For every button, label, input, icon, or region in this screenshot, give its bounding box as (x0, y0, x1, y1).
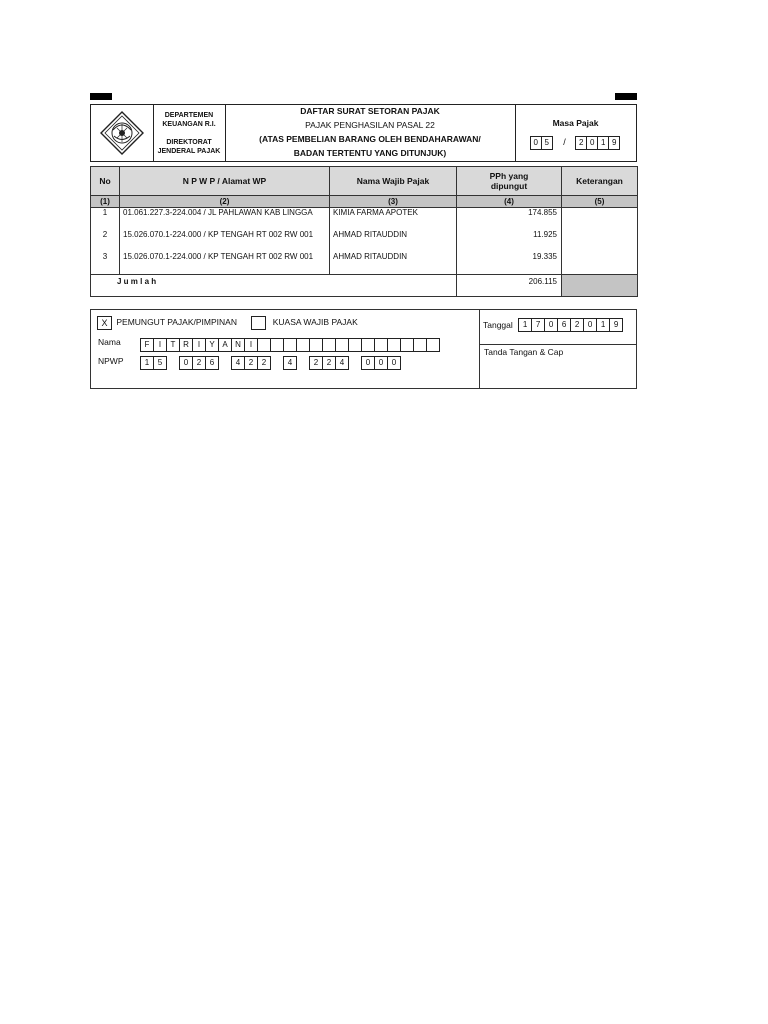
row-keterangan (562, 230, 638, 252)
row-nama: AHMAD RITAUDDIN (330, 230, 457, 252)
npwp-digit-box: 0 (387, 356, 401, 370)
form-title-line-2: PAJAK PENGHASILAN PASAL 22 (305, 120, 435, 130)
total-row (91, 275, 638, 297)
nama-letter-box: I (192, 338, 206, 352)
masa-year-digit: 1 (597, 136, 609, 150)
header-keterangan: Keterangan (562, 167, 638, 196)
nama-letter-box (309, 338, 323, 352)
row-npwp: 15.026.070.1-224.000 / KP TENGAH RT 002 RW 001 (120, 230, 330, 252)
nama-label: Nama (98, 337, 121, 347)
nama-letter-box (426, 338, 440, 352)
row-keterangan (562, 208, 638, 231)
colnum-2: (2) (120, 196, 330, 208)
ministry-emblem-icon (99, 110, 145, 156)
header-nama: Nama Wajib Pajak (330, 167, 457, 196)
signer-panel (91, 310, 480, 388)
row-nama: AHMAD RITAUDDIN (330, 252, 457, 275)
npwp-digit-box: 4 (335, 356, 349, 370)
tanggal-digit-box: 2 (570, 318, 584, 332)
nama-letter-boxes[interactable] (141, 338, 440, 352)
masa-pajak-cell (515, 105, 636, 161)
npwp-digit-box: 2 (192, 356, 206, 370)
tanggal-digit-box: 1 (518, 318, 532, 332)
nama-letter-box (400, 338, 414, 352)
row-npwp: 01.061.227.3-224.004 / JL PAHLAWAN KAB LINGGA (120, 208, 330, 231)
tanggal-digit-box: 6 (557, 318, 571, 332)
nama-letter-box (387, 338, 401, 352)
column-number-row (91, 196, 638, 208)
tanggal-row (483, 318, 623, 332)
nama-letter-box (322, 338, 336, 352)
masa-month-digit: 5 (541, 136, 553, 150)
table-row (91, 208, 638, 231)
dept-line-2: KEUANGAN R.I. (162, 121, 216, 128)
tanggal-digit-box: 1 (596, 318, 610, 332)
form-title-cell (225, 105, 516, 161)
masa-year-digit: 0 (586, 136, 598, 150)
masa-year-boxes (576, 132, 620, 149)
dept-line-3: DIREKTORAT (166, 139, 212, 146)
npwp-digit-box: 4 (231, 356, 245, 370)
nama-letter-box: R (179, 338, 193, 352)
masa-pajak-boxes (515, 132, 636, 150)
colnum-1: (1) (91, 196, 120, 208)
colnum-4: (4) (457, 196, 562, 208)
table-row (91, 230, 638, 252)
nama-letter-box: A (218, 338, 232, 352)
table-row (91, 252, 638, 275)
nama-letter-box (270, 338, 284, 352)
npwp-digit-box: 4 (283, 356, 297, 370)
npwp-label: NPWP (98, 356, 124, 366)
registration-mark-right (615, 93, 637, 100)
row-pph: 11.925 (457, 230, 562, 252)
masa-year-digit: 9 (608, 136, 620, 150)
dept-line-4: JENDERAL PAJAK (157, 148, 221, 155)
row-pph: 174.855 (457, 208, 562, 231)
row-npwp: 15.026.070.1-224.000 / KP TENGAH RT 002 RW 001 (120, 252, 330, 275)
tanggal-label: Tanggal (483, 320, 513, 330)
nama-letter-box: N (231, 338, 245, 352)
npwp-digit-box: 2 (244, 356, 258, 370)
masa-pajak-label: Masa Pajak (552, 118, 599, 128)
npwp-digit-box: 0 (361, 356, 375, 370)
nama-letter-box (296, 338, 310, 352)
form-header (90, 104, 637, 162)
nama-letter-box (361, 338, 375, 352)
nama-letter-box: I (244, 338, 258, 352)
header-pph: PPh yang dipungut (457, 167, 562, 196)
header-no: No (91, 167, 120, 196)
nama-letter-box (348, 338, 362, 352)
tanggal-digit-box: 0 (583, 318, 597, 332)
tanggal-digit-box: 7 (531, 318, 545, 332)
colnum-5: (5) (562, 196, 638, 208)
header-npwp: N P W P / Alamat WP (120, 167, 330, 196)
nama-letter-box: Y (205, 338, 219, 352)
npwp-digit-box: 2 (322, 356, 336, 370)
nama-letter-box: I (153, 338, 167, 352)
npwp-digit-box: 0 (179, 356, 193, 370)
row-pph: 19.335 (457, 252, 562, 275)
dept-line-1: DEPARTEMEN (164, 112, 214, 119)
registration-mark-left (90, 93, 112, 100)
logo-cell (91, 105, 154, 161)
date-divider (479, 344, 636, 345)
npwp-digit-boxes[interactable] (141, 356, 401, 370)
kuasa-label: KUASA WAJIB PAJAK (272, 317, 358, 328)
npwp-digit-box: 6 (205, 356, 219, 370)
department-cell (153, 105, 226, 161)
row-nama: KIMIA FARMA APOTEK (330, 208, 457, 231)
npwp-digit-box: 2 (257, 356, 271, 370)
tanggal-digit-box: 9 (609, 318, 623, 332)
tanggal-digit-boxes[interactable] (519, 319, 623, 329)
signer-role-row (97, 316, 358, 330)
date-signature-panel (479, 310, 636, 388)
pemungut-checkbox[interactable]: X (97, 316, 112, 330)
row-no: 1 (91, 208, 120, 231)
nama-letter-box (335, 338, 349, 352)
kuasa-checkbox[interactable] (251, 316, 266, 330)
masa-month-boxes (531, 132, 553, 149)
total-value: 206.115 (457, 275, 562, 297)
row-no: 2 (91, 230, 120, 252)
row-keterangan (562, 252, 638, 275)
total-label: J u m l a h (91, 275, 457, 297)
colnum-3: (3) (330, 196, 457, 208)
form-title-line-1: DAFTAR SURAT SETORAN PAJAK (300, 106, 440, 116)
row-no: 3 (91, 252, 120, 275)
nama-letter-box: F (140, 338, 154, 352)
nama-letter-box: T (166, 338, 180, 352)
npwp-digit-box: 0 (374, 356, 388, 370)
signature-section (90, 309, 637, 389)
npwp-digit-box: 5 (153, 356, 167, 370)
nama-letter-box (413, 338, 427, 352)
pemungut-label: PEMUNGUT PAJAK/PIMPINAN (116, 317, 237, 328)
npwp-digit-box: 1 (140, 356, 154, 370)
npwp-digit-box: 2 (309, 356, 323, 370)
tanggal-digit-box: 0 (544, 318, 558, 332)
nama-letter-box (374, 338, 388, 352)
total-keterangan-shaded (562, 275, 638, 297)
nama-letter-box (257, 338, 271, 352)
nama-letter-box (283, 338, 297, 352)
masa-month-digit: 0 (530, 136, 542, 150)
masa-year-digit: 2 (575, 136, 587, 150)
table-header-row (91, 167, 638, 196)
ttd-label: Tanda Tangan & Cap (484, 347, 564, 357)
form-title-line-3: (ATAS PEMBELIAN BARANG OLEH BENDAHARAWAN/ (259, 134, 481, 144)
form-title-line-4: BADAN TERTENTU YANG DITUNJUK) (293, 148, 447, 158)
masa-separator: / (563, 137, 566, 147)
setoran-table (90, 166, 638, 297)
